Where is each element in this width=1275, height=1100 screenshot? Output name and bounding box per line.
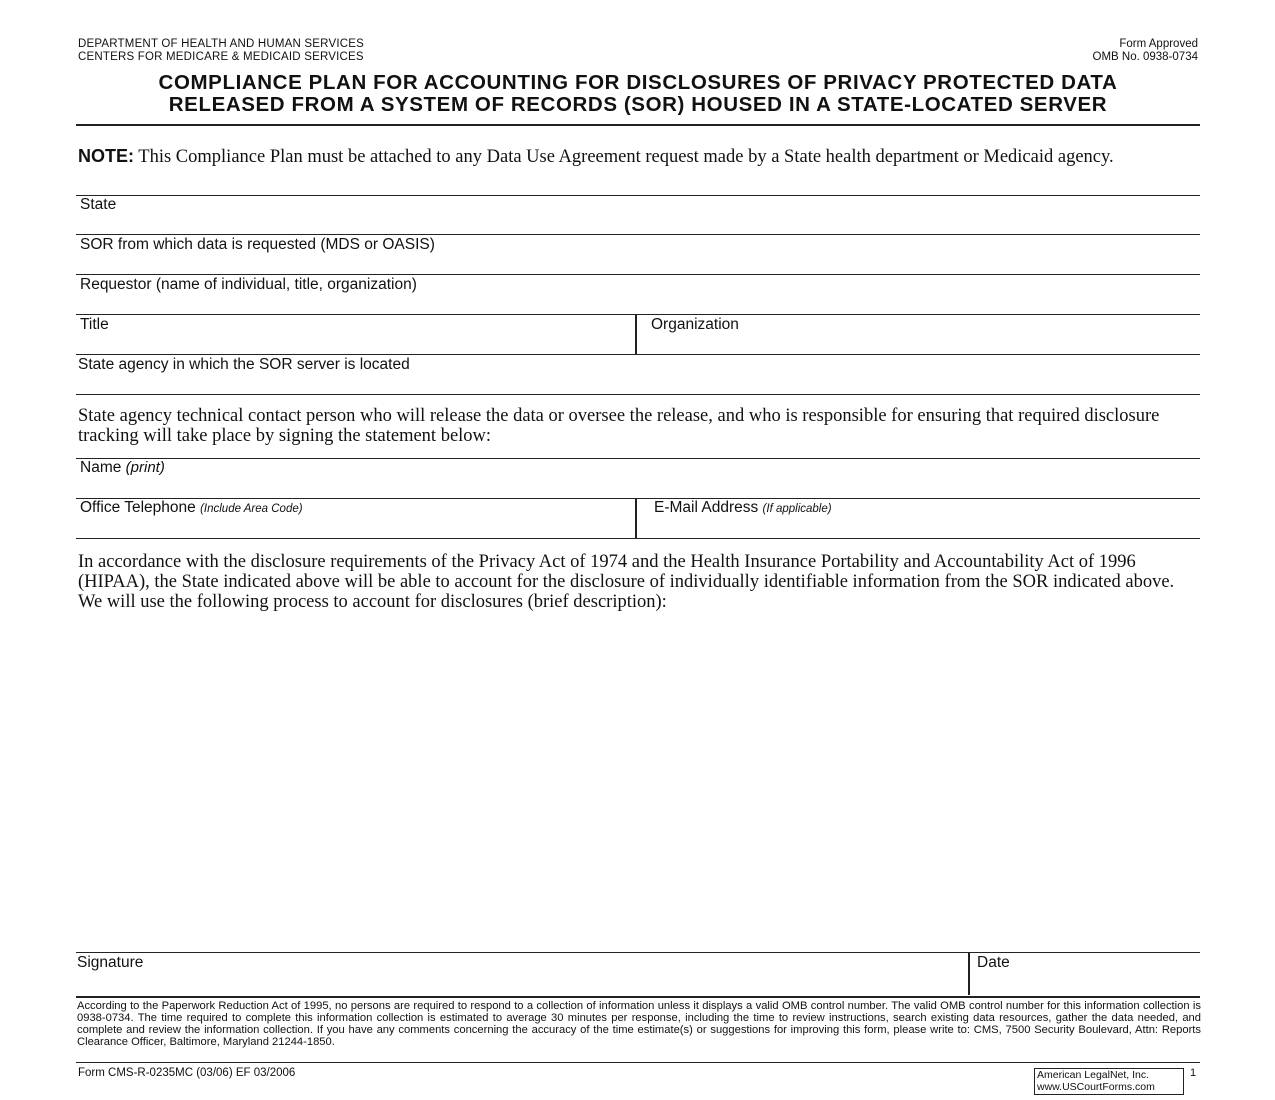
title-label: Title: [80, 316, 109, 333]
date-field[interactable]: [971, 954, 1200, 994]
divider: [76, 952, 1200, 953]
name-field[interactable]: [76, 459, 1200, 497]
contact-paragraph: State agency technical contact person who will release the data or oversee the release, and who is responsible for ensuring that required disclosure tracking will take place by signing the statement below:: [78, 406, 1160, 446]
column-divider: [635, 315, 637, 355]
date-label: Date: [977, 954, 1010, 971]
form-title: [76, 72, 1200, 116]
form-approved: Form Approved: [1119, 38, 1198, 50]
signature-label: Signature: [77, 954, 144, 971]
requestor-label: Requestor (name of individual, title, organization): [80, 276, 417, 293]
email-hint: (If applicable): [762, 503, 832, 515]
divider: [76, 234, 1200, 235]
state-agency-field[interactable]: [76, 356, 1200, 394]
state-label: State: [80, 196, 117, 213]
form-title-line-1: COMPLIANCE PLAN FOR ACCOUNTING FOR DISCLOSURES OF PRIVACY PROTECTED DATA: [158, 71, 1118, 94]
form-number: Form CMS-R-0235MC (03/06) EF 03/2006: [78, 1067, 296, 1079]
publisher-url[interactable]: www.USCourtForms.com: [1037, 1080, 1155, 1093]
form-title-line-2: RELEASED FROM A SYSTEM OF RECORDS (SOR) HOUSED IN A STATE-LOCATED SERVER: [168, 93, 1108, 116]
column-divider: [968, 953, 970, 995]
state-field[interactable]: [76, 196, 1200, 234]
divider: [76, 538, 1200, 539]
note: [78, 146, 1200, 167]
title-divider: [76, 124, 1200, 126]
publisher-name: American LegalNet, Inc.: [1037, 1069, 1150, 1081]
note-label: NOTE:: [78, 146, 134, 166]
email-field[interactable]: [638, 499, 1200, 537]
state-agency-label: State agency in which the SOR server is located: [78, 356, 410, 373]
phone-label-text: Office Telephone: [80, 499, 196, 516]
publisher-badge[interactable]: [1034, 1068, 1184, 1095]
note-text: This Compliance Plan must be attached to any Data Use Agreement request made by a State health department or Medicaid agency.: [134, 147, 1114, 167]
agency-line-1: DEPARTMENT OF HEALTH AND HUMAN SERVICES: [78, 38, 364, 50]
title-field[interactable]: [76, 316, 634, 354]
sor-field[interactable]: [76, 236, 1200, 274]
agency-line-2: CENTERS FOR MEDICARE & MEDICAID SERVICES: [78, 50, 364, 63]
divider: [76, 394, 1200, 395]
email-label-text: E-Mail Address: [654, 499, 759, 516]
divider: [76, 996, 1200, 998]
paperwork-notice: According to the Paperwork Reduction Act of 1995, no persons are required to respond to a collection of information unless it displays a valid OMB control number. The valid OMB control number for this information collection is 0938-0734. The time required to complete this information collection is estimated to average 30 minutes per response, including the time to review instructions, search existing data resources, gather the data needed, and complete and review the information collection. If you have any comments concerning the accuracy of the time estimate(s) or suggestions for improving this form, please write to: CMS, 7500 Security Boulevard, Attn: Reports Clearance Officer, Baltimore, Maryland 21244-1850.: [77, 1000, 1201, 1048]
signature-field[interactable]: [76, 954, 966, 994]
organization-label: Organization: [651, 316, 739, 333]
divider: [76, 274, 1200, 275]
name-hint: (print): [125, 459, 165, 476]
phone-field[interactable]: [76, 499, 634, 537]
approval-header: [1093, 38, 1198, 63]
name-label-text: Name: [80, 459, 122, 476]
phone-hint: (Include Area Code): [200, 503, 303, 515]
requestor-field[interactable]: [76, 276, 1200, 314]
page-number: 1: [1190, 1067, 1197, 1079]
accordance-paragraph: In accordance with the disclosure requirements of the Privacy Act of 1974 and the Health Insurance Portability and Accountability Act of 1996 (HIPAA), the State indicated above will be able to account for the disclosure of individually identifiable information from the SOR indicated above. We will use the following process to account for disclosures (brief description):: [78, 552, 1175, 612]
omb-number: OMB No. 0938-0734: [1092, 50, 1198, 63]
agency-header: [78, 38, 364, 63]
divider: [76, 314, 1200, 315]
divider: [76, 1062, 1200, 1063]
process-description-area[interactable]: [76, 640, 1200, 945]
column-divider: [635, 499, 637, 539]
sor-label: SOR from which data is requested (MDS or OASIS): [80, 236, 435, 253]
divider: [76, 354, 1200, 355]
organization-field[interactable]: [638, 316, 1200, 354]
